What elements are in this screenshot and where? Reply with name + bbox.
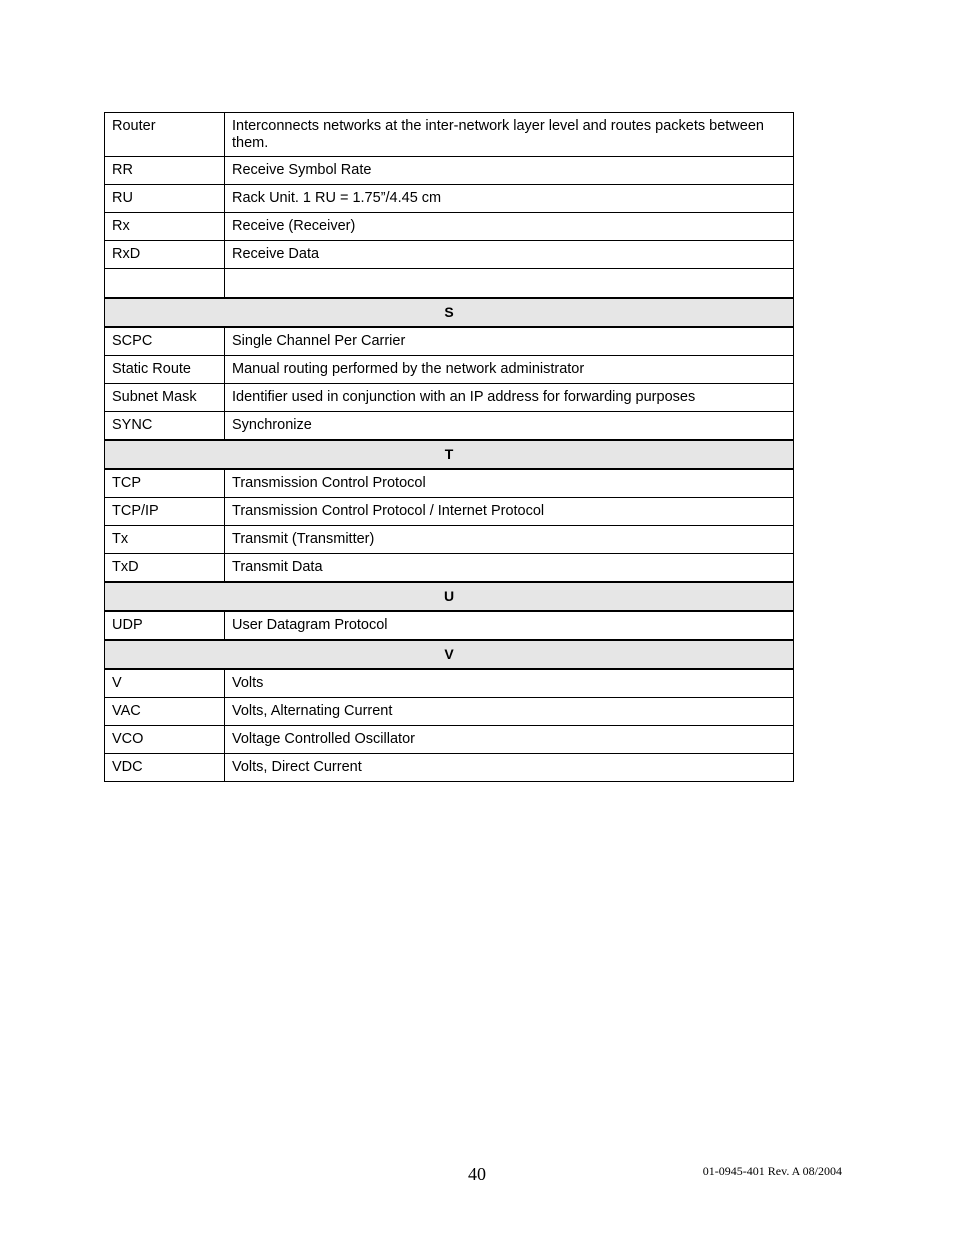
section-header-row: [105, 640, 794, 669]
term-cell: TxD: [105, 554, 225, 583]
definition-cell: Receive Symbol Rate: [225, 157, 794, 185]
section-header-row: [105, 582, 794, 611]
section-letter: V: [105, 640, 794, 669]
definition-cell: User Datagram Protocol: [225, 611, 794, 640]
glossary-row: [105, 412, 794, 441]
definition-cell: Transmission Control Protocol / Internet Protocol: [225, 498, 794, 526]
glossary-row: [105, 469, 794, 498]
term-cell: Subnet Mask: [105, 384, 225, 412]
term-cell: VCO: [105, 726, 225, 754]
definition-cell: Interconnects networks at the inter-network layer level and routes packets between them.: [225, 113, 794, 157]
term-cell: Router: [105, 113, 225, 157]
term-cell: VDC: [105, 754, 225, 782]
blank-row: [105, 269, 794, 299]
section-letter: S: [105, 298, 794, 327]
term-cell: VAC: [105, 698, 225, 726]
term-cell: SYNC: [105, 412, 225, 441]
definition-cell: Receive (Receiver): [225, 213, 794, 241]
term-cell: RxD: [105, 241, 225, 269]
definition-cell: Single Channel Per Carrier: [225, 327, 794, 356]
definition-cell: Receive Data: [225, 241, 794, 269]
term-cell: UDP: [105, 611, 225, 640]
glossary-row: [105, 526, 794, 554]
definition-cell: Volts: [225, 669, 794, 698]
section-letter: T: [105, 440, 794, 469]
definition-cell: Volts, Direct Current: [225, 754, 794, 782]
glossary-row: [105, 669, 794, 698]
glossary-row: [105, 554, 794, 583]
glossary-row: [105, 611, 794, 640]
term-cell: Static Route: [105, 356, 225, 384]
term-cell: V: [105, 669, 225, 698]
definition-cell: Rack Unit. 1 RU = 1.75”/4.45 cm: [225, 185, 794, 213]
glossary-row: [105, 213, 794, 241]
definition-cell: Transmission Control Protocol: [225, 469, 794, 498]
glossary-row: [105, 241, 794, 269]
section-letter: U: [105, 582, 794, 611]
term-cell: RR: [105, 157, 225, 185]
definition-cell: [225, 269, 794, 299]
glossary-row: [105, 157, 794, 185]
page-number: 40: [468, 1164, 486, 1184]
term-cell: [105, 269, 225, 299]
definition-cell: Transmit Data: [225, 554, 794, 583]
definition-cell: Voltage Controlled Oscillator: [225, 726, 794, 754]
glossary-row: [105, 356, 794, 384]
glossary-row: [105, 384, 794, 412]
definition-cell: Manual routing performed by the network administrator: [225, 356, 794, 384]
glossary-row: [105, 185, 794, 213]
term-cell: TCP/IP: [105, 498, 225, 526]
glossary-row: [105, 327, 794, 356]
term-cell: SCPC: [105, 327, 225, 356]
glossary-row: [105, 726, 794, 754]
glossary-row: [105, 754, 794, 782]
term-cell: RU: [105, 185, 225, 213]
definition-cell: Volts, Alternating Current: [225, 698, 794, 726]
document-revision-id: 01-0945-401 Rev. A 08/2004: [702, 1164, 842, 1178]
glossary-row: [105, 698, 794, 726]
section-header-row: [105, 298, 794, 327]
term-cell: Rx: [105, 213, 225, 241]
definition-cell: Synchronize: [225, 412, 794, 441]
glossary-body: [105, 113, 794, 782]
glossary-table: [104, 112, 794, 782]
definition-cell: Transmit (Transmitter): [225, 526, 794, 554]
glossary-row: [105, 498, 794, 526]
term-cell: TCP: [105, 469, 225, 498]
section-header-row: [105, 440, 794, 469]
glossary-row: [105, 113, 794, 157]
term-cell: Tx: [105, 526, 225, 554]
definition-cell: Identifier used in conjunction with an IP address for forwarding purposes: [225, 384, 794, 412]
